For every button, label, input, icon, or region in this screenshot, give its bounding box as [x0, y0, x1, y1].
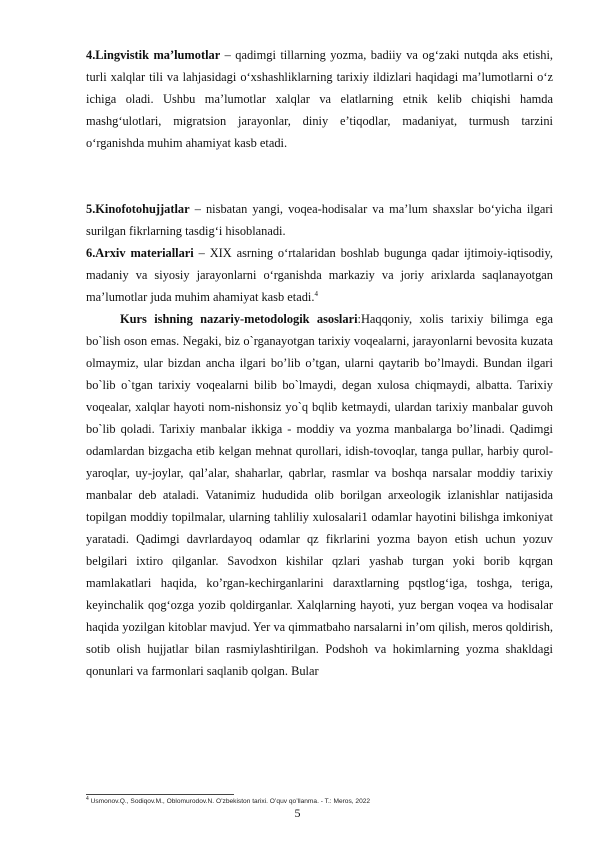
- section-heading: 4.Lingvistik ma’lumotlar: [86, 48, 221, 62]
- section-body: – nisbatan yangi, voqea-hodisalar va ma’lum shaxslar bo‘yicha ilgari surilgan fikrlarning tasdig‘i hisoblanadi.: [86, 202, 553, 238]
- section-archive-materials: [86, 242, 553, 308]
- page-number: 5: [294, 806, 301, 820]
- section-heading: Kurs ishning nazariy-metodologik asoslari: [120, 312, 358, 326]
- section-linguistic-data: [86, 44, 553, 154]
- footnote-text: Usmonov.Q., Sodiqov.M., Oblomurodov.N. O’zbekiston tarixi. O’quv qo’llanma. - T.: Meros, 2022: [88, 798, 371, 805]
- section-body: :Haqqoniy, xolis tarixiy bilimga ega bo`lish oson emas. Negaki, biz o`rganayotgan tarixiy voqealarni, jarayonlarni bevosita kuzata olmaymiz, ular bizdan ancha ilgari bo’lib o’tgan, ularni qaytarib bo’lmaydi. Bundan ilgari bo`lib o`tgan tarixiy voqealarni bilib bo`lmaydi, degan xulosa chiqmaydi, albatta. Tarixiy voqealar, xalqlar hayoti nom-nishonsiz yo`q bqlib ketmaydi, ulardan tarixiy manbalar guvoh bo`lib qoladi. Tarixiy manbalar ikkiga - moddiy va yozma manbalarga bo’linadi. Qadimgi odamlardan bizgacha etib kelgan mehnat qurollari, idish-tovoqlar, tanga pullar, harbiy qurol-yaroqlar, uy-joylar, qal’alar, shaharlar, qabrlar, rasmlar va boshqa narsalar moddiy tarixiy manbalar deb ataladi. Vatanimiz hududida olib borilgan arxeologik izlanishlar natijasida topilgan moddiy topilmalar, ularning tahliliy xulosalari1 odamlar hayotini bilishga imkoniyat yaratadi. Qadimgi davrlardayoq odamlar qz fikrlarini yozma bayon etish uchun yozuv belgilari ixtiro qilganlar. Savodxon kishilar qzlari yashab turgan yoki borib kqrgan mamlakatlari haqida, ko’rgan-kechirganlarini daraxtlarning pqstlog‘iga, toshga, teriga, keyinchalik qog‘ozga yozib qoldirganlar. Xalqlarning hayoti, yuz bergan voqea va hodisalar haqida yozilgan kitoblar mavjud. Yer va qimmatbaho narsalarni in’om qilish, meros qoldirish, sotib olish hujjatlar bilan rasmiylashtirilgan. Podshoh va hokimlarning yozma shakldagi qonunlari va farmonlari saqlanib qolgan. Bular: [86, 312, 554, 678]
- section-cinephoto-documents: [86, 198, 553, 242]
- footnote-divider: [86, 794, 234, 795]
- section-heading: 5.Kinofotohujjatlar: [86, 202, 190, 216]
- footnote-reference[interactable]: 4: [314, 290, 318, 298]
- footnote-number: 4: [86, 796, 89, 802]
- section-methodology: [86, 308, 553, 682]
- section-heading: 6.Arxiv materiallari: [86, 246, 194, 260]
- section-body: – XIX asrning o‘rtalaridan boshlab bugunga qadar ijtimoiy-iqtisodiy, madaniy va siyosiy jarayonlarni o‘rganishda markaziy va joriy arixlarda saqlanayotgan ma’lumotlar juda muhim ahamiyat kasb etadi.: [86, 246, 553, 304]
- section-body: – qadimgi tillarning yozma, badiiy va og‘zaki nutqda aks etishi, turli xalqlar tili va lahjasidagi o‘xshashliklarning tarixiy ildizlari haqidagi ma’lumotlarni o‘z ichiga oladi. Ushbu ma’lumotlar xalqlar va elatlarning etnik kelib chiqishi hamda mashg‘ulotlari, migratsion jarayonlar, diniy e’tiqodlar, madaniyat, turmush tarzini o‘rganishda muhim ahamiyat kasb etadi.: [86, 48, 553, 150]
- footnote: [86, 797, 553, 806]
